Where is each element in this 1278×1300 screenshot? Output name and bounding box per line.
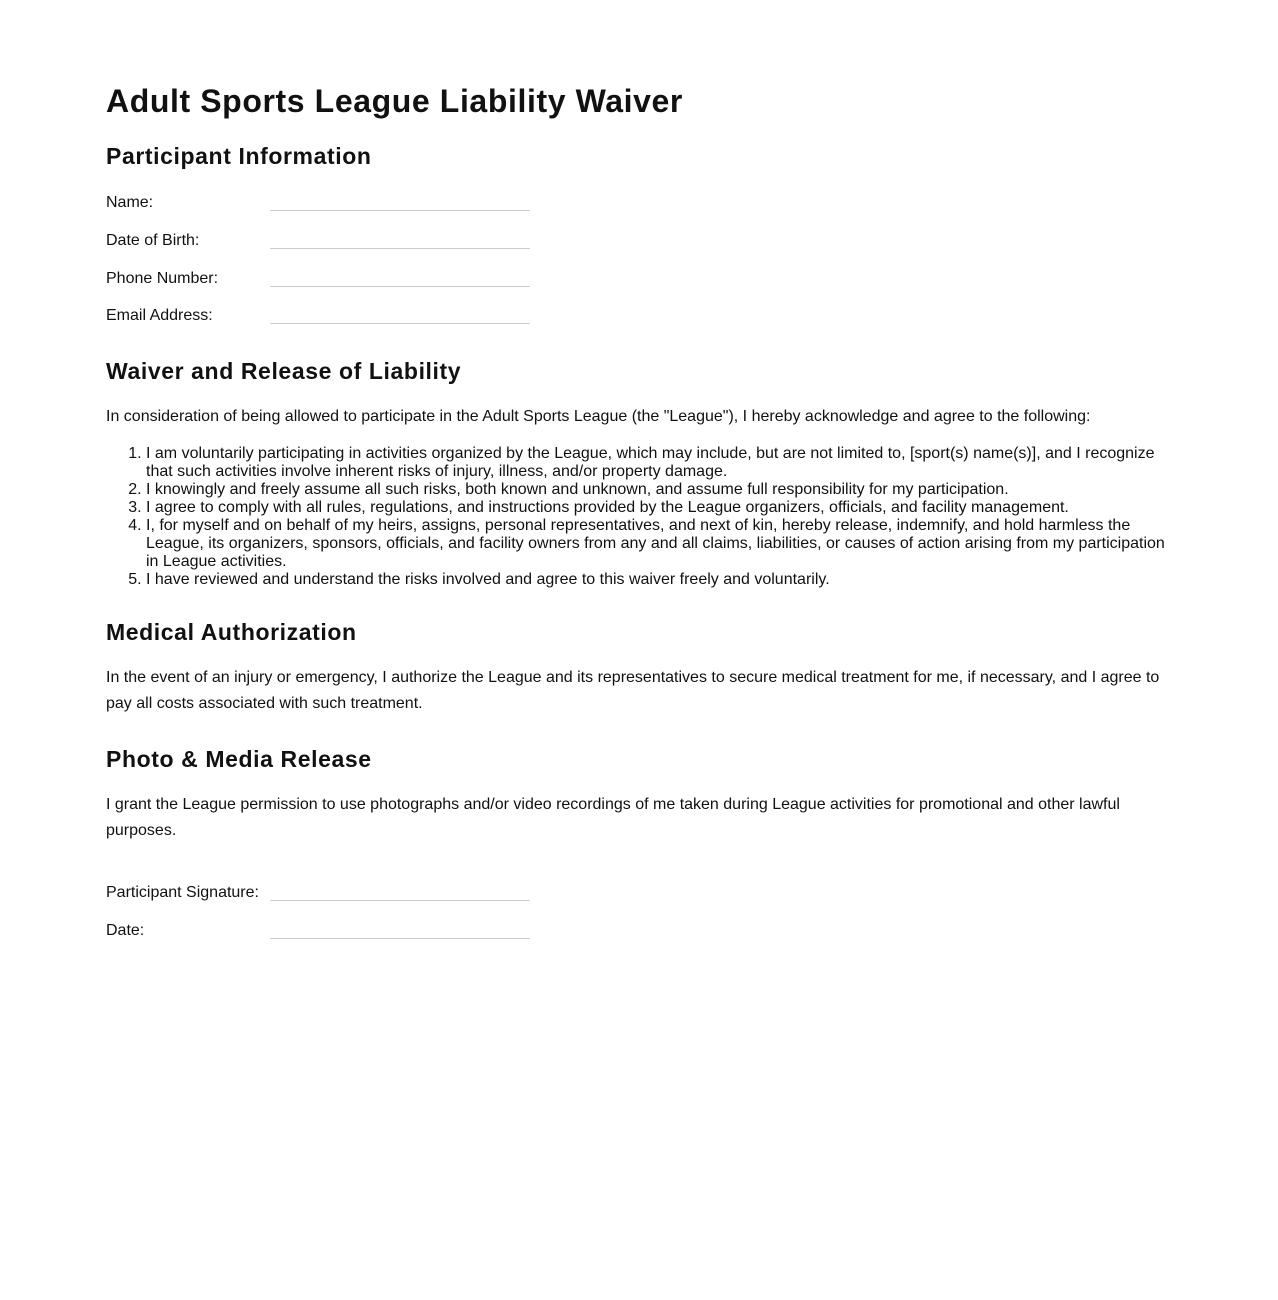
list-item: 3. I agree to comply with all rules, regulations, and instructions provided by the League organizers, officials, and facility management. <box>146 499 1168 517</box>
medical-heading: Medical Authorization <box>106 619 357 645</box>
waiver-terms-list <box>106 445 1168 589</box>
name-label: Name: <box>106 194 154 211</box>
date-label: Date: <box>106 922 145 939</box>
dob-label: Date of Birth: <box>106 232 200 249</box>
waiver-intro: In consideration of being allowed to participate in the Adult Sports League (the "League"), I hereby acknowledge and agree to the following: <box>106 408 1091 425</box>
waiver-heading: Waiver and Release of Liability <box>106 358 462 384</box>
medical-text: In the event of an injury or emergency, I authorize the League and its representatives to secure medical treatment for me, if necessary, and I agree to pay all costs associated with such treatment. <box>106 669 1160 712</box>
list-item: 4. I, for myself and on behalf of my heirs, assigns, personal representatives, and next of kin, hereby release, indemnify, and hold harmless the League, its organizers, sponsors, officials, and facility owners from any and all claims, liabilities, or causes of action arising from my participation in League activities. <box>146 517 1168 571</box>
media-text: I grant the League permission to use photographs and/or video recordings of me taken during League activities for promotional and other lawful purposes. <box>106 796 1120 839</box>
phone-field <box>106 270 536 290</box>
signature-field <box>106 884 536 904</box>
list-item: 5. I have reviewed and understand the risks involved and agree to this waiver freely and voluntarily. <box>146 571 1168 589</box>
name-input-line[interactable] <box>270 210 530 211</box>
participant-info-heading: Participant Information <box>106 143 372 169</box>
signature-label: Participant Signature: <box>106 884 259 901</box>
media-heading: Photo & Media Release <box>106 746 372 772</box>
email-field <box>106 307 536 327</box>
date-field <box>106 922 536 942</box>
email-label: Email Address: <box>106 307 213 324</box>
page-title: Adult Sports League Liability Waiver <box>106 83 683 119</box>
signature-input-line[interactable] <box>270 900 530 901</box>
list-item: 2. I knowingly and freely assume all such risks, both known and unknown, and assume full responsibility for my participation. <box>146 481 1168 499</box>
dob-input-line[interactable] <box>270 248 530 249</box>
name-field <box>106 194 536 214</box>
phone-input-line[interactable] <box>270 286 530 287</box>
dob-field <box>106 232 536 252</box>
phone-label: Phone Number: <box>106 270 219 287</box>
date-input-line[interactable] <box>270 938 530 939</box>
list-item: 1. I am voluntarily participating in activities organized by the League, which may include, but are not limited to, [sport(s) name(s)], and I recognize that such activities involve inherent risks of injury, illness, and/or property damage. <box>146 445 1168 481</box>
email-input-line[interactable] <box>270 323 530 324</box>
